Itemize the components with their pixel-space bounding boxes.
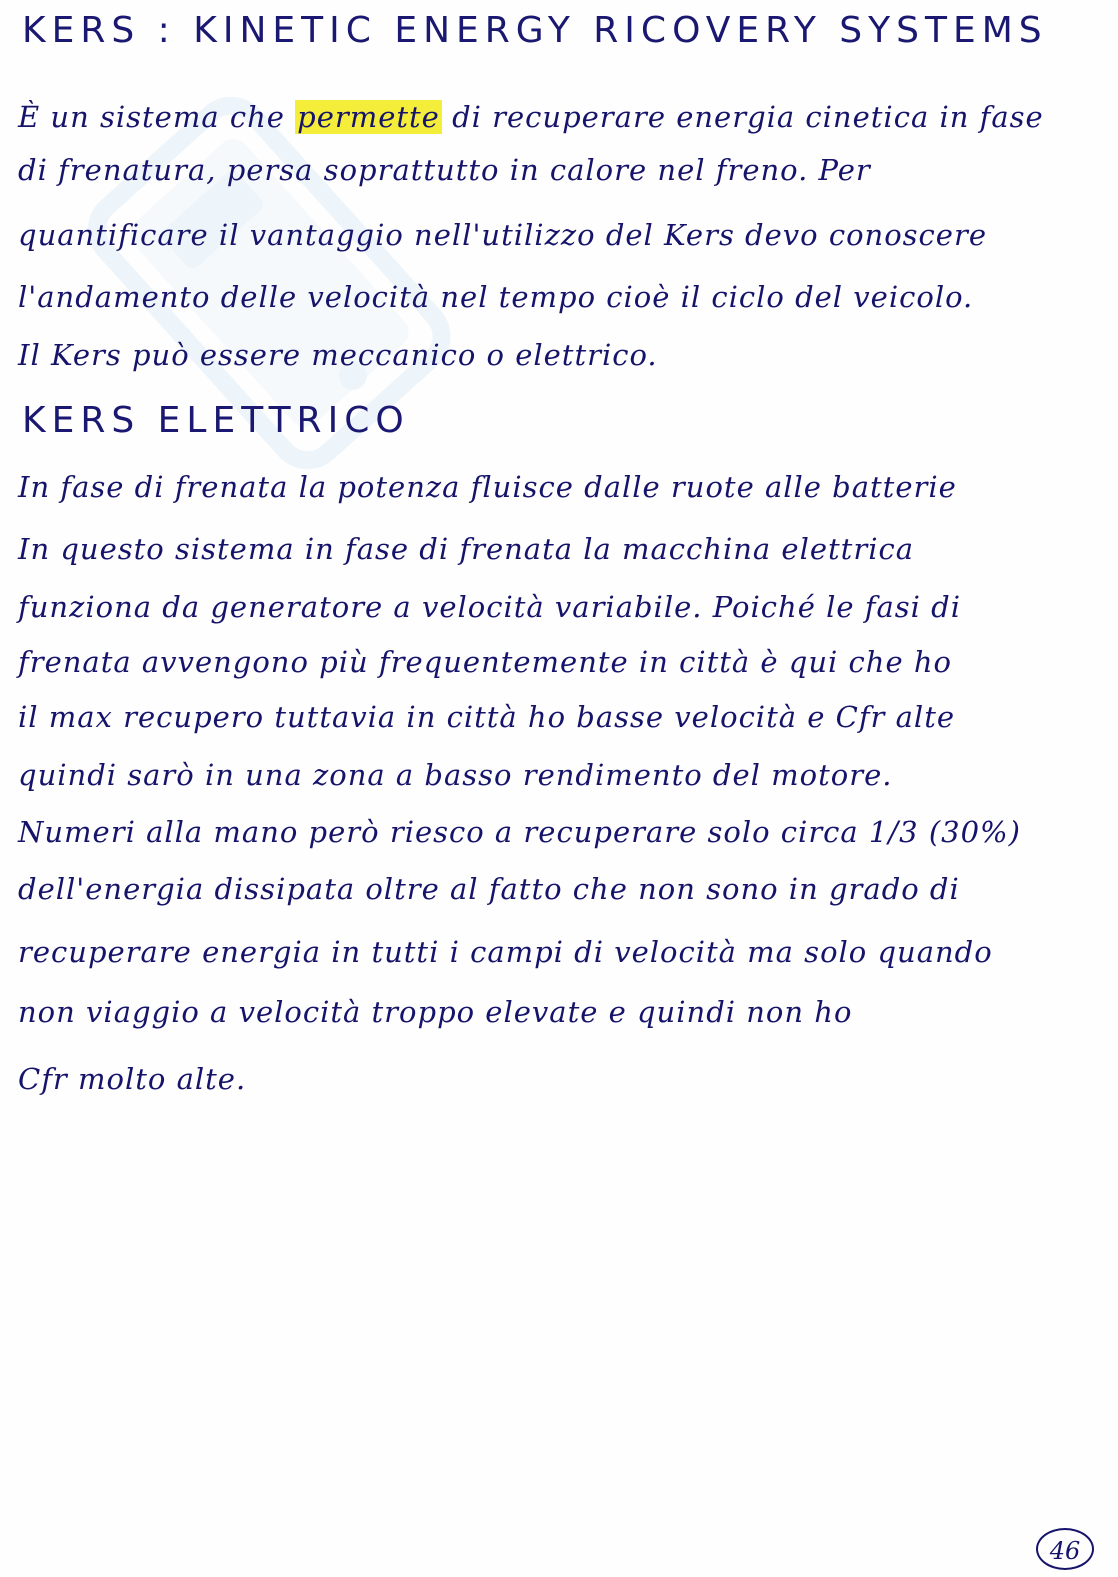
paragraph2-line8: dell'energia dissipata oltre al fatto che non sono in grado di — [18, 872, 960, 906]
text-segment: È un sistema che — [18, 100, 296, 134]
text-segment: di recuperare energia cinetica in fase — [441, 100, 1044, 134]
paragraph2-line1: In fase di frenata la potenza fluisce dalle ruote alle batterie — [18, 470, 957, 504]
paragraph2-line6: quindi sarò in una zona a basso rendimento del motore. — [18, 758, 893, 792]
paragraph2-line11: Cfr molto alte. — [18, 1062, 247, 1096]
paragraph2-line2: In questo sistema in fase di frenata la macchina elettrica — [18, 532, 914, 566]
paragraph1-line2: di frenatura, persa soprattutto in calore nel freno. Per — [18, 153, 871, 187]
paragraph1-line4: l'andamento delle velocità nel tempo cioè il ciclo del veicolo. — [18, 280, 974, 314]
highlighted-word: permette — [297, 100, 440, 134]
section-heading: KERS ELETTRICO — [22, 400, 410, 441]
paragraph1-line3: quantificare il vantaggio nell'utilizzo del Kers devo conoscere — [18, 218, 987, 252]
paragraph2-line7: Numeri alla mano però riesco a recuperare solo circa 1/3 (30%) — [18, 815, 1021, 849]
paragraph1-line1 — [18, 100, 1044, 134]
paragraph2-line9: recuperare energia in tutti i campi di velocità ma solo quando — [18, 935, 993, 969]
paragraph2-line3: funziona da generatore a velocità variabile. Poiché le fasi di — [18, 590, 961, 624]
paragraph2-line5: il max recupero tuttavia in città ho basse velocità e Cfr alte — [18, 700, 956, 734]
page-title: KERS : KINETIC ENERGY RICOVERY SYSTEMS — [22, 10, 1048, 51]
paragraph2-line10: non viaggio a velocità troppo elevate e quindi non ho — [18, 995, 853, 1029]
paragraph2-line4: frenata avvengono più frequentemente in città è qui che ho — [18, 645, 952, 679]
page-number: 46 — [1036, 1528, 1094, 1570]
paragraph1-line5: Il Kers può essere meccanico o elettrico. — [18, 338, 658, 372]
